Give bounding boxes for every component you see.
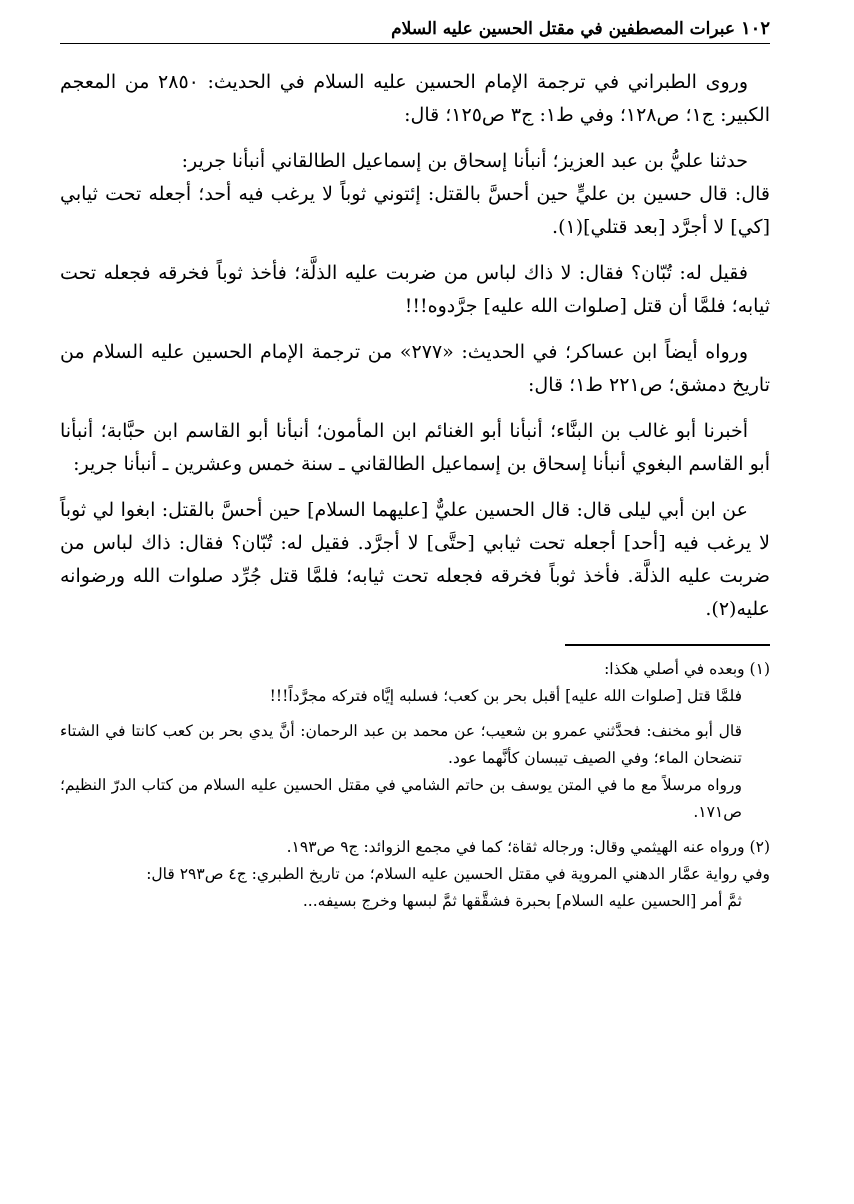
- main-text: [60, 66, 770, 626]
- running-title: عبرات المصطفين في مقتل الحسين عليه السلام: [391, 19, 735, 39]
- paragraph: وروى الطبراني في ترجمة الإمام الحسين عليه السلام في الحديث: ٢٨٥٠ من المعجم الكبير: ج١؛ ص١٢٨؛ وفي ط١: ج٣ ص١٢٥؛ قال:: [60, 71, 770, 126]
- paragraph: فقيل له: تُبّان؟ فقال: لا ذاك لباس من ضربت عليه الذلَّة؛ فأخذ ثوباً فخرقه فجعله تحت ثيابه؛ فلمَّا أن قتل [صلوات الله عليه] جرَّدوه!!!: [60, 262, 770, 317]
- text-line: حدثنا عليُّ بن عبد العزيز؛ أنبأنا إسحاق بن إسماعيل الطالقاني أنبأنا جرير:: [181, 150, 748, 172]
- footnote-text: وفي رواية عمَّار الدهني المروية في مقتل الحسين عليه السلام؛ من تاريخ الطبري: ج٤ ص٢٩٣ قال:: [146, 865, 770, 883]
- footnote-separator: [565, 644, 770, 646]
- book-page: [60, 18, 770, 923]
- footnote-text: فلمَّا قتل [صلوات الله عليه] أقبل بحر بن كعب؛ فسلبه إيَّاه فتركه مجرَّداً!!!: [269, 687, 742, 705]
- paragraph: أخبرنا أبو غالب بن البنَّاء؛ أنبأنا أبو الغنائم ابن المأمون؛ أنبأنا أبو القاسم ابن حبَّابة؛ أنبأنا أبو القاسم البغوي أنبأنا إسحاق بن إسماعيل الطالقاني ـ سنة خمس وعشرين ـ أنبأنا جرير:: [60, 420, 770, 475]
- footnote-2: (٢) ورواه عنه الهيثمي وقال: ورجاله ثقاة؛ كما في مجمع الزوائد: ج٩ ص١٩٣.: [286, 838, 770, 856]
- paragraph: عن ابن أبي ليلى قال: قال الحسين عليٌّ [عليهما السلام] حين أحسَّ بالقتل: ابغوا لي ثوباً لا يرغب فيه [أحد] أجعله تحت ثيابي [حتَّى] لا أجرَّد. فقيل له: تُبّان؟ فقال: ذاك لباس من ضربت عليه الذلَّة. فأخذ ثوباً فخرقه فجعله تحت ثيابه؛ فلمَّا قتل جُرِّد صلوات الله ورضوانه عليه(٢).: [60, 499, 770, 620]
- paragraph: ورواه أيضاً ابن عساكر؛ في الحديث: «٢٧٧» من ترجمة الإمام الحسين عليه السلام من تاريخ دمشق؛ ص٢٢١ ط١؛ قال:: [60, 341, 770, 396]
- footnote-text: ورواه مرسلاً مع ما في المتن يوسف بن حاتم الشامي في مقتل الحسين عليه السلام من كتاب الدرّ النظيم؛ ص١٧١.: [60, 776, 742, 821]
- footnote-1-heading: (١) وبعده في أصلي هكذا:: [604, 660, 770, 678]
- footnote-text: ثمَّ أمر [الحسين عليه السلام] بحبرة فشقَّقها ثمَّ لبسها وخرج بسيفه...: [302, 892, 742, 910]
- paragraph: [60, 145, 770, 244]
- footnote-text: قال أبو مخنف: فحدَّثني عمرو بن شعيب؛ عن محمد بن عبد الرحمان: أنَّ يدي بحر بن كعب كانتا في الشتاء تنضحان الماء؛ وفي الصيف تيبسان كأنَّهما عود.: [60, 722, 742, 767]
- text-line: قال: قال حسين بن عليٍّ حين أحسَّ بالقتل: إئتوني ثوباً لا يرغب فيه أحد؛ أجعله تحت ثيابي [كي] لا أجرَّد [بعد قتلي](١).: [60, 183, 770, 238]
- page-number: ١٠٢: [740, 18, 770, 39]
- footnotes: [60, 656, 770, 915]
- page-header: [60, 18, 770, 44]
